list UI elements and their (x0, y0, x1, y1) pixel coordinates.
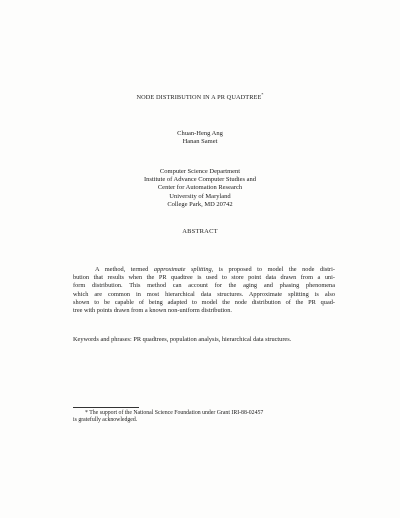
abstract-heading: ABSTRACT (182, 228, 218, 235)
abstract-line (73, 266, 335, 274)
author-name: Hanan Samet (182, 138, 218, 146)
author-name: Chuan-Heng Ang (177, 130, 223, 137)
abstract-line: shown to be capable of being adapted to model the node distribution of the PR quad- (73, 298, 335, 306)
paper-title-text: NODE DISTRIBUTION IN A PR QUADTREE (136, 94, 262, 101)
affiliation-line: College Park, MD 20742 (167, 200, 233, 208)
affiliation-line: University of Maryland (169, 192, 231, 200)
abstract-text: A method, termed (95, 266, 154, 273)
footnote-rule (73, 407, 139, 408)
title-footnote-mark: * (261, 92, 264, 97)
keywords-line: Keywords and phrases: PR quadtrees, population analysis, hierarchical data structures. (73, 336, 292, 343)
abstract-text: , is proposed to model the node distri- (211, 266, 335, 273)
abstract-emphasis: approximate splitting (153, 266, 212, 273)
footnote-line: * The support of the National Science Foundation under Grant IRI-88-02457 (85, 410, 264, 416)
abstract-line: bution that results when the PR quadtree is used to store point data drawn from a uni- (73, 274, 335, 282)
footnote (73, 410, 343, 424)
footnote-line: is gratefully acknowledged. (73, 417, 138, 423)
abstract-line: tree with points drawn from a known non-uniform distribution. (73, 307, 232, 315)
affiliation-block (0, 168, 400, 209)
abstract-line: which are common in most hierarchical data structures. Approximate splitting is also (73, 290, 335, 298)
paper-title (0, 92, 400, 101)
affiliation-line: Institute of Advance Computer Studies and (143, 176, 257, 184)
author-list (0, 130, 400, 146)
abstract-body (73, 266, 335, 315)
abstract-line: form distribution. This method can account for the aging and phasing phenomena (73, 282, 335, 290)
affiliation-line: Computer Science Department (159, 168, 241, 175)
affiliation-line: Center for Automation Research (157, 184, 243, 192)
